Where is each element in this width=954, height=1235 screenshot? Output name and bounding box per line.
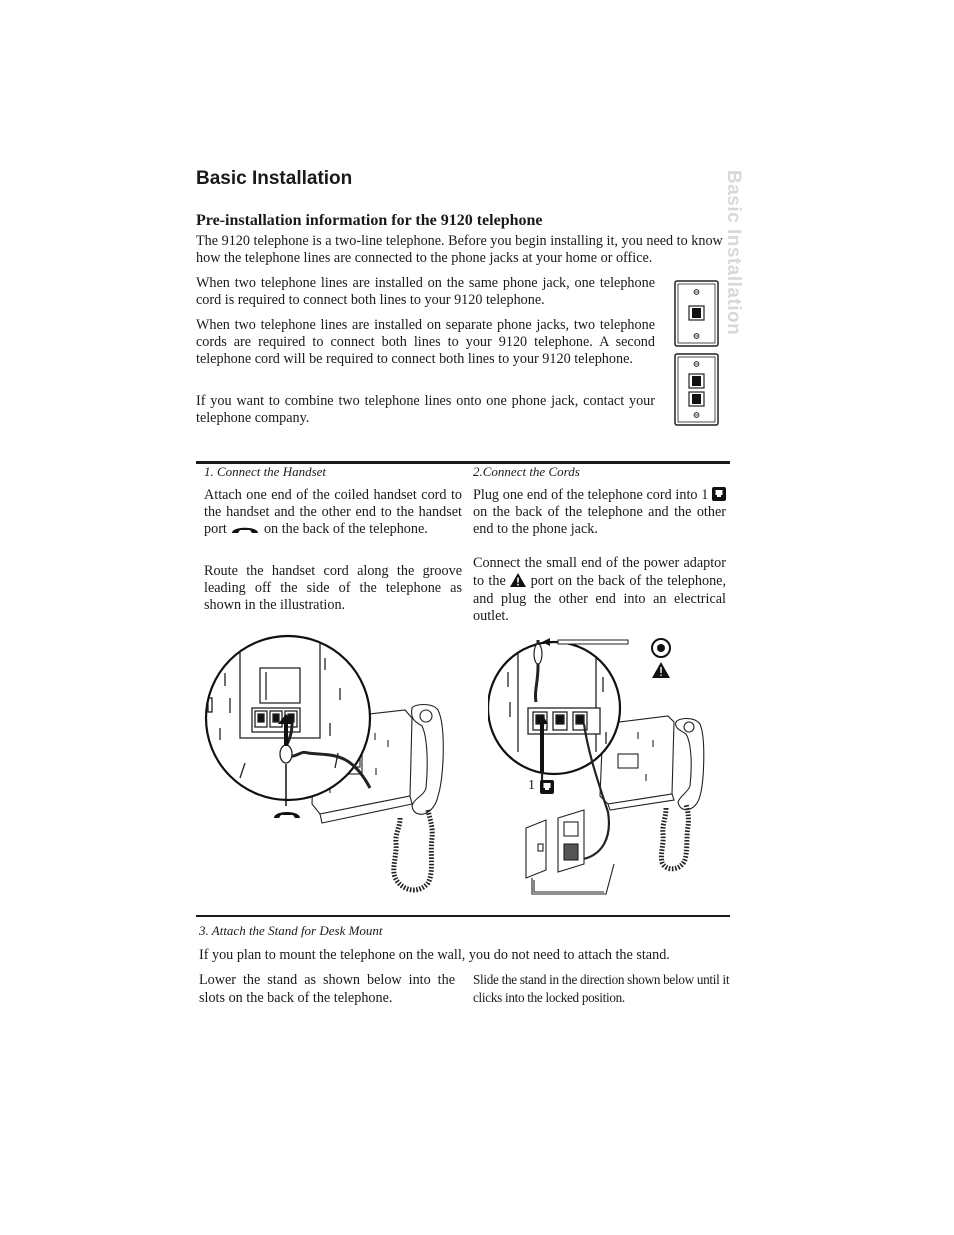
- step1-paragraph-b: Route the handset cord along the groove leading off the side of the telephone as shown in the illustration.: [204, 563, 462, 614]
- section-divider: [196, 915, 730, 917]
- dual-jack-wallplate: [674, 353, 720, 427]
- handset-icon: [230, 523, 260, 535]
- step2-paragraph-a: Plug one end of the telephone cord into 1 on the back of the telephone and the other end to the phone jack.: [473, 487, 726, 538]
- intro-paragraph: The 9120 telephone is a two-line telephone. Before you begin installing it, you need to know how the telephone lines are connected to the phone jacks at your home or office.: [196, 233, 723, 267]
- cords-connection-illustration: [488, 632, 718, 900]
- phone-jack-icon: [712, 487, 726, 501]
- step3-caption: 3. Attach the Stand for Desk Mount: [199, 923, 383, 938]
- separate-jacks-paragraph: When two telephone lines are installed on separate phone jacks, two telephone cords are required to connect both lines to your 9120 telephone. A second telephone cord will be required to connect both lines to your 9120 telephone.: [196, 317, 655, 368]
- page-title: Basic Installation: [196, 168, 353, 189]
- step3-intro: If you plan to mount the telephone on the wall, you do not need to attach the stand.: [199, 947, 670, 963]
- jack-label-number: 1: [528, 778, 535, 793]
- step3-right-text: Slide the stand in the direction shown below until it clicks into the locked position.: [473, 972, 730, 1005]
- same-jack-paragraph: When two telephone lines are installed on the same phone jack, one telephone cord is required to connect both lines to your 9120 telephone.: [196, 275, 655, 309]
- single-jack-wallplate: [674, 280, 720, 348]
- combine-lines-paragraph: If you want to combine two telephone lines onto one phone jack, contact your telephone company.: [196, 393, 655, 427]
- handset-connection-illustration: [200, 628, 455, 900]
- step2-paragraph-b: Connect the small end of the power adaptor to the port on the back of the telephone, and plug the other end into an electrical outlet.: [473, 555, 727, 625]
- step1-caption: 1. Connect the Handset: [204, 464, 327, 479]
- step3-left-text: Lower the stand as shown below into the slots on the back of the telephone.: [199, 972, 455, 1006]
- step1-paragraph-a: Attach one end of the coiled handset cord to the handset and the other end to the handset port on the back of the telephone.: [204, 487, 462, 538]
- step2-caption: 2.Connect the Cords: [473, 464, 580, 479]
- section-subtitle: Pre-installation information for the 9120 telephone: [196, 212, 543, 229]
- side-tab: Basic Installation: [723, 170, 744, 336]
- warning-triangle-icon: [510, 573, 526, 587]
